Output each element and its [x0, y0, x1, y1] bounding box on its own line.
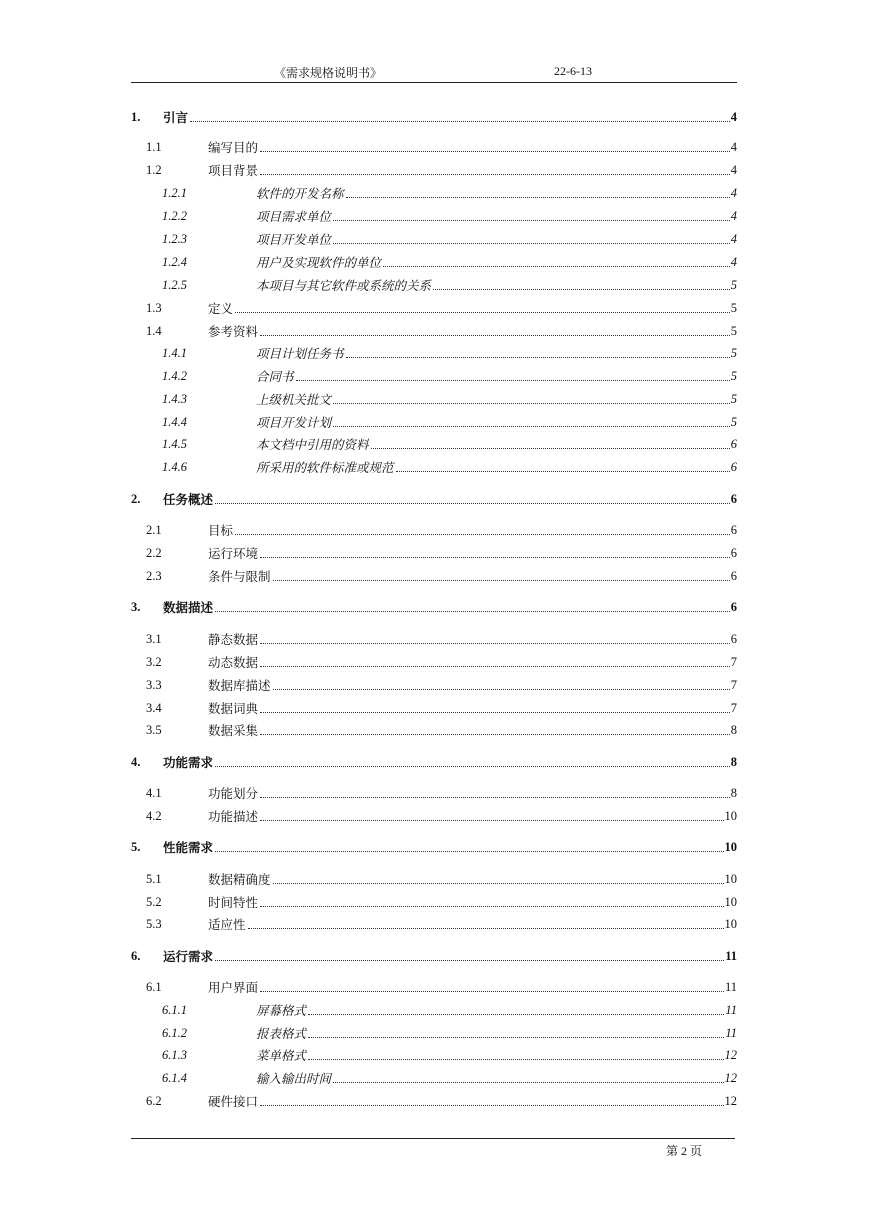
toc-entry-label: 任务概述 — [163, 490, 214, 508]
toc-entry-body — [208, 870, 737, 888]
toc-entry[interactable] — [131, 160, 737, 180]
toc-entry-number: 1.2.3 — [162, 231, 187, 246]
toc-entry-label: 用户界面 — [208, 978, 259, 996]
toc-entry-number: 5. — [131, 839, 141, 854]
toc-entry[interactable] — [131, 698, 737, 718]
toc-entry[interactable] — [131, 977, 737, 997]
toc-entry-number: 3. — [131, 599, 141, 614]
toc-entry-page: 6 — [730, 459, 737, 474]
toc-entry-body — [208, 721, 737, 739]
toc-entry-page: 11 — [724, 979, 737, 994]
toc-entry-label: 条件与限制 — [208, 567, 272, 585]
toc-entry-body — [256, 1024, 737, 1042]
toc-entry-label: 软件的开发名称 — [256, 184, 345, 202]
toc-entry[interactable] — [131, 107, 737, 127]
toc-entry-label: 本文档中引用的资料 — [256, 435, 370, 453]
toc-dot-leader — [260, 557, 730, 558]
toc-entry-label: 项目开发计划 — [256, 413, 332, 431]
toc-entry-label: 功能描述 — [208, 807, 259, 825]
toc-entry-body — [208, 544, 737, 562]
toc-entry[interactable] — [131, 343, 737, 363]
toc-entry-body — [256, 276, 737, 294]
toc-dot-leader — [308, 1014, 724, 1015]
toc-entry-number: 3.5 — [146, 722, 162, 737]
toc-entry-label: 合同书 — [256, 367, 295, 385]
toc-dot-leader — [215, 611, 730, 612]
toc-entry-body — [256, 413, 737, 431]
toc-entry-label: 数据采集 — [208, 721, 259, 739]
toc-dot-leader — [346, 357, 730, 358]
toc-entry[interactable] — [131, 1023, 737, 1043]
toc-entry-page: 5 — [730, 323, 737, 338]
toc-entry-body — [208, 630, 737, 648]
toc-entry-label: 定义 — [208, 299, 234, 317]
toc-entry-number: 6.1.2 — [162, 1025, 187, 1040]
toc-entry-number: 1.2 — [146, 162, 162, 177]
toc-dot-leader — [260, 666, 730, 667]
toc-dot-leader — [260, 906, 723, 907]
toc-entry-label: 适应性 — [208, 915, 247, 933]
toc-entry[interactable] — [131, 520, 737, 540]
toc-entry[interactable] — [131, 389, 737, 409]
toc-entry-label: 项目背景 — [208, 161, 259, 179]
toc-dot-leader — [333, 1082, 723, 1083]
toc-entry-body — [163, 598, 737, 616]
toc-entry[interactable] — [131, 252, 737, 272]
toc-dot-leader — [296, 380, 730, 381]
toc-entry-page: 6 — [730, 545, 737, 560]
toc-entry-page: 10 — [724, 839, 737, 854]
toc-entry-body — [208, 653, 737, 671]
toc-entry-body — [208, 138, 737, 156]
toc-entry[interactable] — [131, 806, 737, 826]
toc-entry-body — [208, 893, 737, 911]
toc-entry-number: 1.4.3 — [162, 391, 187, 406]
toc-entry-number: 3.4 — [146, 700, 162, 715]
toc-entry-page: 7 — [730, 700, 737, 715]
toc-entry-page: 11 — [725, 948, 737, 963]
toc-entry-body — [163, 947, 737, 965]
toc-entry-number: 2.2 — [146, 545, 162, 560]
toc-entry-number: 4. — [131, 754, 141, 769]
toc-dot-leader — [371, 448, 730, 449]
toc-entry-page: 6 — [730, 599, 737, 614]
toc-dot-leader — [260, 151, 730, 152]
toc-entry[interactable] — [131, 652, 737, 672]
toc-entry-number: 1.4.2 — [162, 368, 187, 383]
toc-entry-label: 所采用的软件标准或规范 — [256, 458, 395, 476]
toc-dot-leader — [235, 534, 730, 535]
toc-entry-page: 4 — [730, 208, 737, 223]
toc-entry-page: 10 — [724, 871, 737, 886]
toc-entry[interactable] — [131, 597, 737, 617]
toc-entry-number: 3.3 — [146, 677, 162, 692]
toc-entry-label: 数据精确度 — [208, 870, 272, 888]
toc-entry-body — [256, 367, 737, 385]
toc-entry[interactable] — [131, 137, 737, 157]
toc-entry-number: 1.2.5 — [162, 277, 187, 292]
document-date: 22-6-13 — [554, 64, 592, 78]
toc-dot-leader — [260, 643, 730, 644]
toc-dot-leader — [215, 766, 730, 767]
toc-entry-page: 10 — [724, 808, 737, 823]
toc-dot-leader — [308, 1059, 723, 1060]
toc-entry-page: 10 — [724, 894, 737, 909]
toc-dot-leader — [190, 121, 730, 122]
toc-entry-body — [163, 838, 737, 856]
toc-entry-number: 6.1.1 — [162, 1002, 187, 1017]
toc-dot-leader — [333, 220, 730, 221]
toc-entry-page: 12 — [724, 1070, 737, 1085]
toc-entry-body — [208, 784, 737, 802]
toc-entry-number: 2. — [131, 491, 141, 506]
page-number: 第 2 页 — [666, 1144, 703, 1158]
toc-entry-number: 1.2.1 — [162, 185, 187, 200]
toc-entry[interactable] — [131, 869, 737, 889]
toc-entry-body — [256, 1069, 737, 1087]
toc-entry-page: 6 — [730, 631, 737, 646]
toc-entry[interactable] — [131, 629, 737, 649]
toc-entry[interactable] — [131, 543, 737, 563]
toc-entry-page: 8 — [730, 722, 737, 737]
toc-dot-leader — [433, 289, 730, 290]
toc-entry-number: 1.4.6 — [162, 459, 187, 474]
page-footer — [131, 1138, 735, 1158]
toc-dot-leader — [248, 928, 724, 929]
toc-dot-leader — [215, 851, 723, 852]
toc-entry-body — [163, 490, 737, 508]
toc-entry-page: 8 — [730, 754, 737, 769]
toc-dot-leader — [260, 734, 730, 735]
toc-entry[interactable] — [131, 946, 737, 966]
toc-entry-page: 12 — [724, 1047, 737, 1062]
toc-entry[interactable] — [131, 720, 737, 740]
toc-entry-page: 4 — [730, 185, 737, 200]
toc-entry[interactable] — [131, 489, 737, 509]
toc-entry-number: 1.4.5 — [162, 436, 187, 451]
toc-dot-leader — [260, 174, 730, 175]
toc-dot-leader — [235, 312, 730, 313]
toc-entry[interactable] — [131, 1045, 737, 1065]
toc-entry-page: 4 — [730, 139, 737, 154]
toc-dot-leader — [260, 797, 730, 798]
page-header — [131, 58, 737, 83]
toc-entry[interactable] — [131, 914, 737, 934]
toc-entry-label: 项目开发单位 — [256, 230, 332, 248]
toc-entry-page: 6 — [730, 491, 737, 506]
toc-entry[interactable] — [131, 434, 737, 454]
toc-entry-body — [208, 1092, 737, 1110]
toc-entry-page: 4 — [730, 231, 737, 246]
toc-entry-number: 6. — [131, 948, 141, 963]
toc-entry-page: 12 — [724, 1093, 737, 1108]
toc-entry-label: 功能划分 — [208, 784, 259, 802]
toc-entry-number: 1.4.1 — [162, 345, 187, 360]
toc-entry-label: 数据库描述 — [208, 676, 272, 694]
toc-entry[interactable] — [131, 457, 737, 477]
toc-entry-page: 5 — [730, 277, 737, 292]
toc-entry-label: 参考资料 — [208, 322, 259, 340]
toc-entry-label: 输入输出时间 — [256, 1069, 332, 1087]
toc-entry-body — [256, 1001, 737, 1019]
toc-entry-body — [208, 699, 737, 717]
toc-entry[interactable] — [131, 675, 737, 695]
toc-entry-page: 5 — [730, 391, 737, 406]
toc-dot-leader — [260, 1105, 723, 1106]
toc-entry[interactable] — [131, 1000, 737, 1020]
toc-entry-label: 动态数据 — [208, 653, 259, 671]
toc-entry[interactable] — [131, 1091, 737, 1111]
toc-dot-leader — [273, 689, 730, 690]
toc-entry[interactable] — [131, 892, 737, 912]
toc-entry-body — [208, 567, 737, 585]
toc-entry-number: 6.1 — [146, 979, 162, 994]
toc-dot-leader — [260, 991, 724, 992]
toc-entry-body — [163, 108, 737, 126]
toc-entry-number: 3.1 — [146, 631, 162, 646]
toc-entry-label: 上级机关批文 — [256, 390, 332, 408]
toc-entry-label: 屏幕格式 — [256, 1001, 307, 1019]
toc-entry-page: 10 — [724, 916, 737, 931]
toc-entry-body — [256, 390, 737, 408]
toc-entry-body — [256, 230, 737, 248]
toc-entry[interactable] — [131, 298, 737, 318]
toc-dot-leader — [260, 335, 730, 336]
toc-entry-label: 性能需求 — [163, 838, 214, 856]
toc-entry-label: 目标 — [208, 521, 234, 539]
toc-entry[interactable] — [131, 752, 737, 772]
toc-entry-number: 1. — [131, 109, 141, 124]
toc-entry-body — [208, 807, 737, 825]
toc-entry-number: 4.2 — [146, 808, 162, 823]
toc-entry-page: 8 — [730, 785, 737, 800]
toc-entry-label: 菜单格式 — [256, 1046, 307, 1064]
toc-entry-body — [256, 207, 737, 225]
toc-entry-label: 用户及实现软件的单位 — [256, 253, 382, 271]
toc-entry-body — [208, 322, 737, 340]
toc-entry-body — [256, 458, 737, 476]
toc-entry-body — [208, 299, 737, 317]
toc-entry-body — [256, 253, 737, 271]
toc-dot-leader — [215, 503, 730, 504]
toc-dot-leader — [308, 1037, 724, 1038]
toc-entry-label: 数据描述 — [163, 598, 214, 616]
toc-entry-body — [208, 521, 737, 539]
toc-entry[interactable] — [131, 412, 737, 432]
toc-dot-leader — [273, 883, 724, 884]
toc-entry[interactable] — [131, 566, 737, 586]
toc-entry-body — [208, 161, 737, 179]
toc-entry-label: 功能需求 — [163, 753, 214, 771]
toc-entry-number: 2.3 — [146, 568, 162, 583]
toc-entry-label: 项目计划任务书 — [256, 344, 345, 362]
toc-entry-body — [256, 344, 737, 362]
toc-dot-leader — [333, 243, 730, 244]
toc-entry-number: 1.3 — [146, 300, 162, 315]
toc-entry[interactable] — [131, 206, 737, 226]
toc-entry[interactable] — [131, 1068, 737, 1088]
toc-entry[interactable] — [131, 183, 737, 203]
toc-entry-page: 6 — [730, 568, 737, 583]
toc-entry[interactable] — [131, 229, 737, 249]
toc-entry-label: 引言 — [163, 108, 189, 126]
toc-entry-body — [256, 435, 737, 453]
toc-entry-page: 7 — [730, 654, 737, 669]
toc-entry-number: 3.2 — [146, 654, 162, 669]
toc-entry-number: 6.2 — [146, 1093, 162, 1108]
toc-dot-leader — [333, 426, 730, 427]
toc-entry-body — [208, 915, 737, 933]
toc-dot-leader — [260, 820, 723, 821]
toc-entry-number: 5.3 — [146, 916, 162, 931]
toc-entry-page: 4 — [730, 254, 737, 269]
toc-entry-page: 11 — [725, 1002, 737, 1017]
toc-entry-number: 1.2.2 — [162, 208, 187, 223]
toc-entry-label: 运行环境 — [208, 544, 259, 562]
toc-entry-label: 项目需求单位 — [256, 207, 332, 225]
toc-entry[interactable] — [131, 837, 737, 857]
toc-entry-label: 数据词典 — [208, 699, 259, 717]
toc-dot-leader — [215, 960, 724, 961]
toc-entry[interactable] — [131, 275, 737, 295]
toc-entry-page: 6 — [730, 436, 737, 451]
toc-dot-leader — [260, 712, 730, 713]
toc-entry-number: 6.1.4 — [162, 1070, 187, 1085]
toc-entry-number: 2.1 — [146, 522, 162, 537]
toc-entry-label: 报表格式 — [256, 1024, 307, 1042]
toc-entry-page: 5 — [730, 368, 737, 383]
toc-entry[interactable] — [131, 366, 737, 386]
toc-entry-body — [208, 978, 737, 996]
toc-entry-page: 5 — [730, 300, 737, 315]
toc-entry[interactable] — [131, 321, 737, 341]
toc-dot-leader — [346, 197, 730, 198]
toc-entry-body — [256, 1046, 737, 1064]
toc-entry-page: 5 — [730, 345, 737, 360]
toc-dot-leader — [333, 403, 730, 404]
toc-entry-label: 硬件接口 — [208, 1092, 259, 1110]
document-title: 《需求规格说明书》 — [274, 66, 383, 80]
toc-entry-number: 6.1.3 — [162, 1047, 187, 1062]
toc-entry[interactable] — [131, 783, 737, 803]
toc-entry-number: 5.1 — [146, 871, 162, 886]
toc-entry-page: 4 — [730, 162, 737, 177]
toc-entry-number: 1.4 — [146, 323, 162, 338]
toc-entry-page: 6 — [730, 522, 737, 537]
toc-entry-number: 1.1 — [146, 139, 162, 154]
toc-entry-body — [208, 676, 737, 694]
toc-dot-leader — [273, 580, 730, 581]
toc-entry-number: 4.1 — [146, 785, 162, 800]
toc-entry-number: 5.2 — [146, 894, 162, 909]
toc-entry-label: 静态数据 — [208, 630, 259, 648]
toc-entry-page: 7 — [730, 677, 737, 692]
toc-entry-body — [163, 753, 737, 771]
toc-dot-leader — [396, 471, 730, 472]
toc-entry-page: 11 — [725, 1025, 737, 1040]
toc-entry-number: 1.4.4 — [162, 414, 187, 429]
toc-entry-label: 时间特性 — [208, 893, 259, 911]
toc-entry-number: 1.2.4 — [162, 254, 187, 269]
toc-dot-leader — [383, 266, 730, 267]
toc-entry-body — [256, 184, 737, 202]
toc-entry-label: 运行需求 — [163, 947, 214, 965]
toc-entry-page: 5 — [730, 414, 737, 429]
toc-entry-label: 编写目的 — [208, 138, 259, 156]
toc-entry-page: 4 — [730, 109, 737, 124]
toc-entry-label: 本项目与其它软件或系统的关系 — [256, 276, 432, 294]
